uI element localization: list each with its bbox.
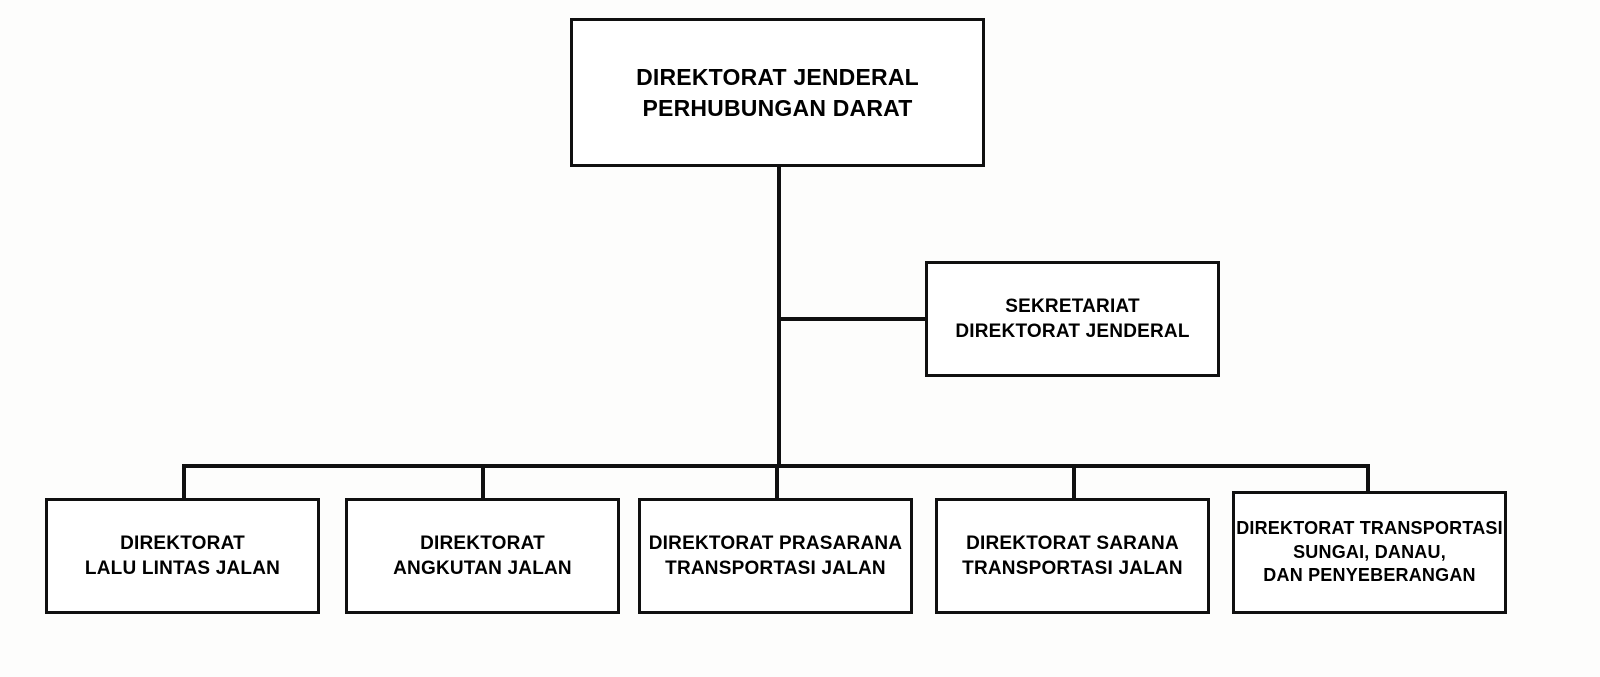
node-line: TRANSPORTASI JALAN [665,558,886,579]
node-direktorat-prasarana-transportasi-jalan [638,498,913,614]
node-direktorat-transportasi-sungai-danau-dan-penyeberangan [1232,491,1507,614]
connector-drop-directorate-3 [775,464,779,498]
node-line: DIREKTORAT JENDERAL [955,321,1190,342]
connector-drop-directorate-2 [481,464,485,498]
connector-drop-directorate-4 [1072,464,1076,498]
node-line: DAN PENYEBERANGAN [1263,565,1476,586]
node-line: LALU LINTAS JALAN [84,558,281,579]
node-line: DIREKTORAT [420,532,545,554]
node-line: DIREKTORAT [120,532,245,554]
node-direktorat-sarana-transportasi-jalan [935,498,1210,614]
node-line: TRANSPORTASI JALAN [962,558,1183,579]
node-line: PERHUBUNGAN DARAT [642,94,913,121]
node-line: DIREKTORAT TRANSPORTASI [1236,517,1503,538]
connector-secretariat-branch [781,317,925,321]
node-line: DIREKTORAT PRASARANA [648,532,903,554]
node-line: DIREKTORAT SARANA [966,532,1179,554]
node-line: SEKRETARIAT [1005,295,1140,317]
node-line: SUNGAI, DANAU, [1293,541,1446,562]
node-direktorat-angkutan-jalan [345,498,620,614]
node-line: DIREKTORAT JENDERAL [636,64,919,91]
connector-drop-directorate-5 [1366,464,1370,491]
node-line: ANGKUTAN JALAN [393,558,572,579]
node-direktorat-jenderal-perhubungan-darat [570,18,985,167]
connector-drop-directorate-1 [182,464,186,498]
node-sekretariat-direktorat-jenderal [925,261,1220,377]
node-direktorat-lalu-lintas-jalan [45,498,320,614]
